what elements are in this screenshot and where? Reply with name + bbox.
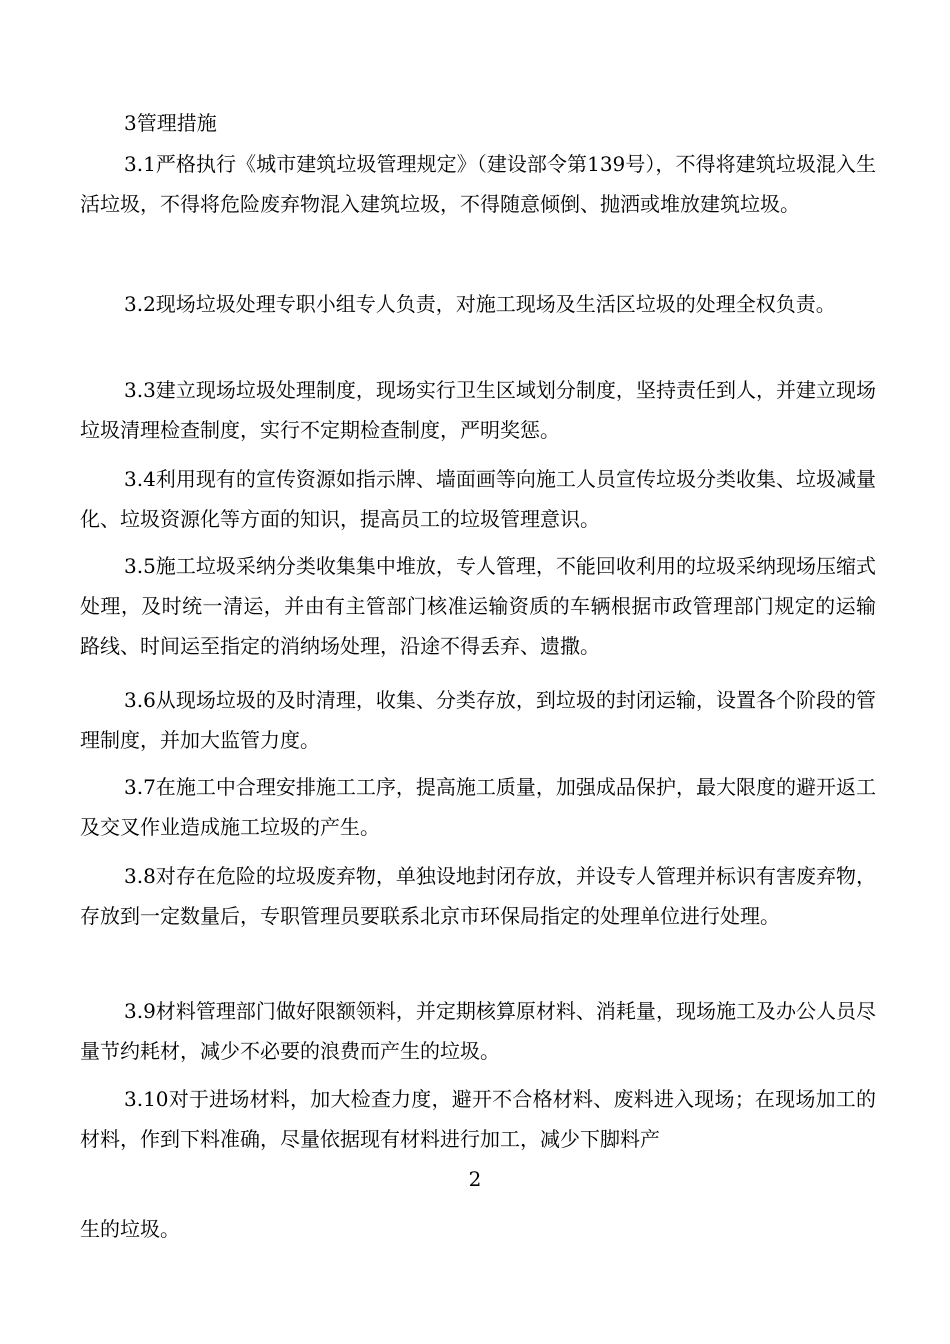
- paragraph-3-6: 3.6从现场垃圾的及时清理，收集、分类存放，到垃圾的封闭运输，设置各个阶段的管理制度，并加大监管力度。: [80, 688, 876, 752]
- paragraph-3-9: 3.9材料管理部门做好限额领料，并定期核算原材料、消耗量，现场施工及办公人员尽量节约耗材，减少不必要的浪费而产生的垃圾。: [80, 999, 876, 1063]
- page-number: 2: [468, 1167, 482, 1191]
- section-title: 3管理措施: [124, 111, 217, 135]
- paragraph-3-1: 3.1严格执行《城市建筑垃圾管理规定》（建设部令第139号），不得将建筑垃圾混入生活垃圾，不得将危险废弃物混入建筑垃圾，不得随意倾倒、抛洒或堆放建筑垃圾。: [80, 152, 876, 216]
- paragraph-3-4: 3.4利用现有的宣传资源如指示牌、墙面画等向施工人员宣传垃圾分类收集、垃圾减量化、垃圾资源化等方面的知识，提高员工的垃圾管理意识。: [80, 467, 876, 531]
- continuation-text: 生的垃圾。: [80, 1217, 180, 1241]
- paragraph-3-5: 3.5施工垃圾采纳分类收集集中堆放，专人管理，不能回收利用的垃圾采纳现场压缩式处理，及时统一清运，并由有主管部门核准运输资质的车辆根据市政管理部门规定的运输路线、时间运至指定的消纳场处理，沿途不得丢弃、遗撒。: [80, 554, 876, 658]
- paragraph-3-7: 3.7在施工中合理安排施工工序，提高施工质量，加强成品保护，最大限度的避开返工及交叉作业造成施工垃圾的产生。: [80, 775, 876, 839]
- paragraph-3-2: 3.2现场垃圾处理专职小组专人负责，对施工现场及生活区垃圾的处理全权负责。: [124, 292, 836, 316]
- paragraph-3-10: 3.10对于进场材料，加大检查力度，避开不合格材料、废料进入现场；在现场加工的材料，作到下料准确，尽量依据现有材料进行加工，减少下脚料产: [80, 1087, 876, 1151]
- paragraph-3-8: 3.8对存在危险的垃圾废弃物，单独设地封闭存放，并设专人管理并标识有害废弃物，存放到一定数量后，专职管理员要联系北京市环保局指定的处理单位进行处理。: [80, 864, 876, 928]
- paragraph-3-3: 3.3建立现场垃圾处理制度，现场实行卫生区域划分制度，坚持责任到人，并建立现场垃圾清理检查制度，实行不定期检查制度，严明奖惩。: [80, 378, 876, 442]
